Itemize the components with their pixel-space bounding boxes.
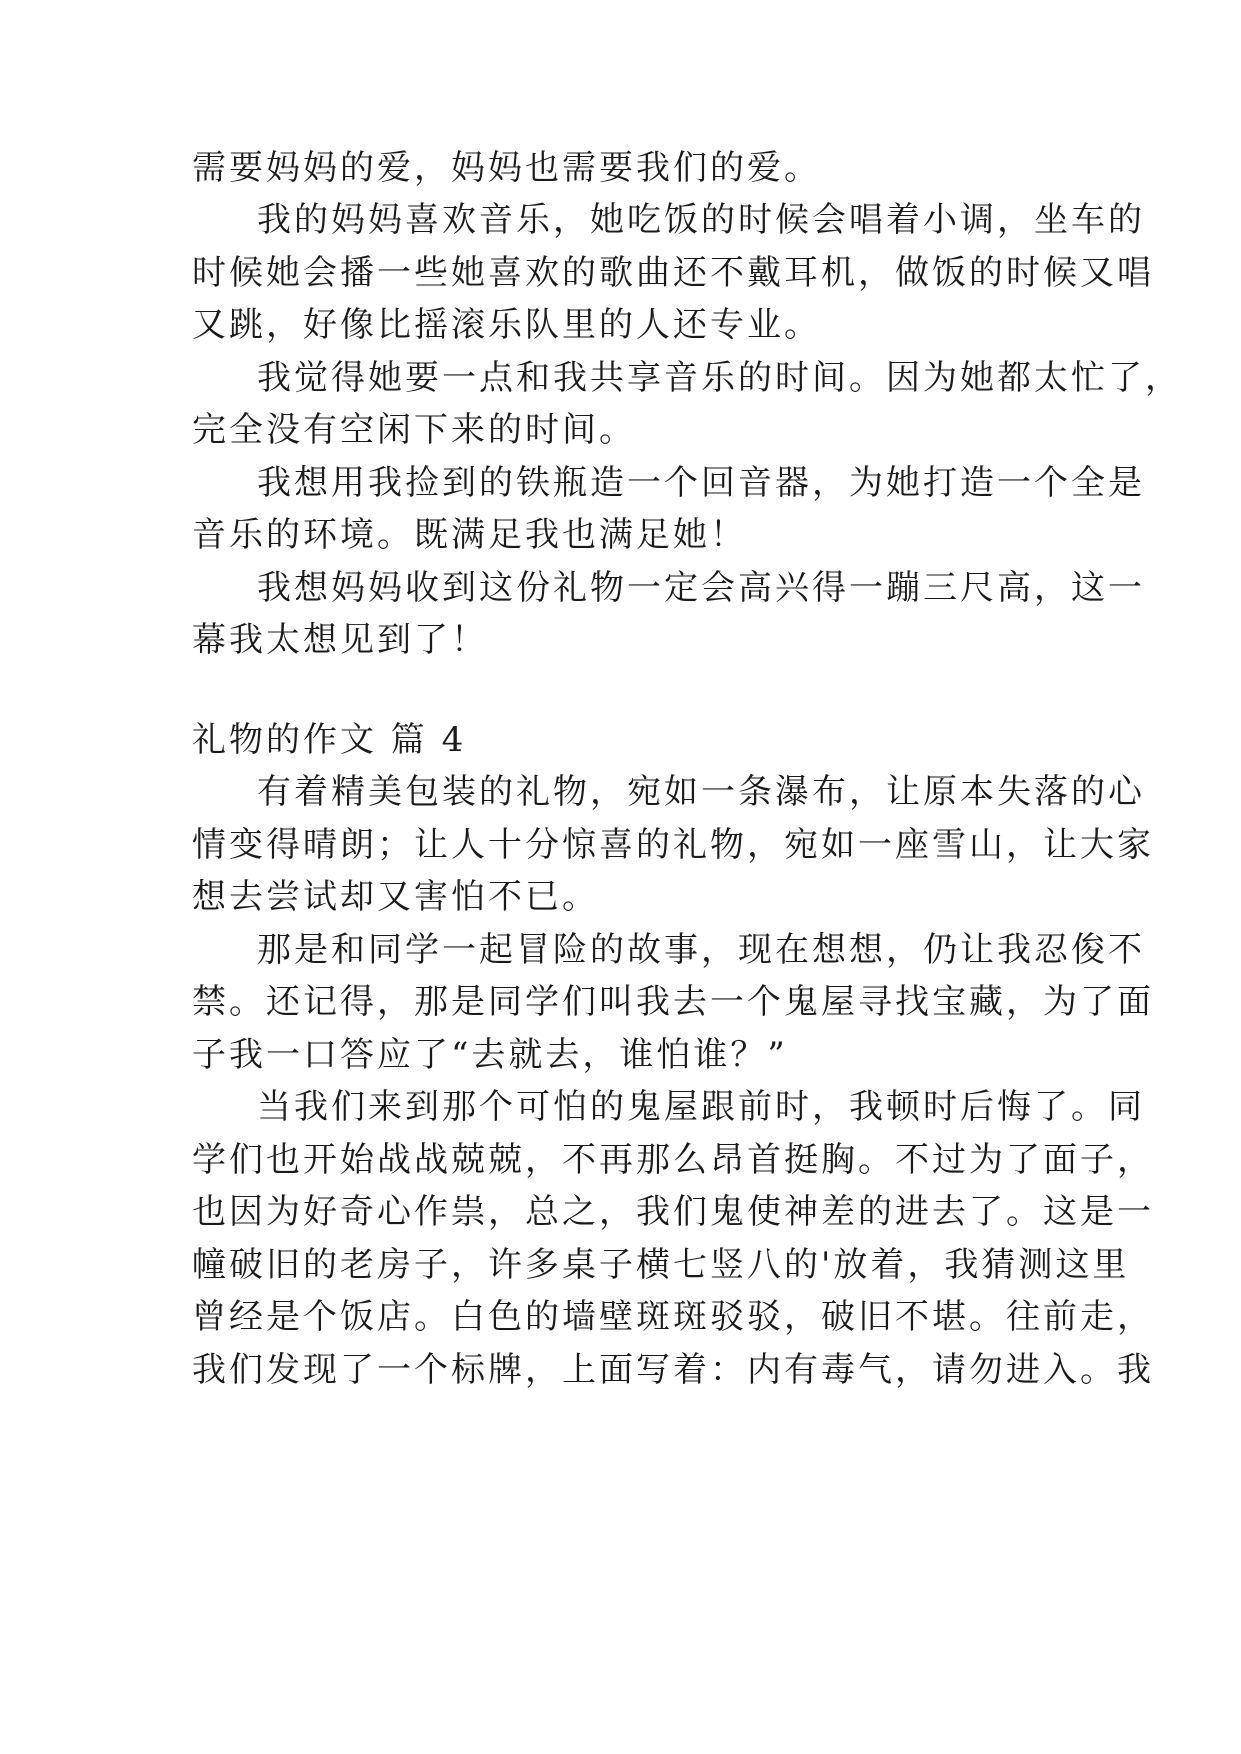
text-line: 曾经是个饭店。白色的墙壁斑斑驳驳，破旧不堪。往前走， — [192, 1297, 1154, 1337]
paragraph-line: 我想妈妈收到这份礼物一定会高兴得一蹦三尺高，这一 — [257, 568, 1145, 608]
text-line: 也因为好奇心作祟，总之，我们鬼使神差的进去了。这是一 — [192, 1192, 1154, 1232]
text-line: 禁。还记得，那是同学们叫我去一个鬼屋寻找宝藏，为了面 — [192, 982, 1154, 1022]
text-line: 想去尝试却又害怕不已。 — [192, 877, 599, 917]
paragraph-line: 我的妈妈喜欢音乐，她吃饭的时候会唱着小调，坐车的 — [257, 200, 1145, 240]
section-heading: 礼物的作文 篇 4 — [192, 720, 467, 760]
paragraph-line: 那是和同学一起冒险的故事，现在想想，仍让我忍俊不 — [257, 930, 1145, 970]
text-line: 情变得晴朗；让人十分惊喜的礼物，宛如一座雪山，让大家 — [192, 825, 1154, 865]
text-line: 音乐的环境。既满足我也满足她！ — [192, 515, 747, 555]
text-line: 幕我太想见到了！ — [192, 620, 488, 660]
text-line: 幢破旧的老房子，许多桌子横七竖八的'放着，我猜测这里 — [192, 1245, 1130, 1285]
text-line: 子我一口答应了“去就去，谁怕谁？” — [192, 1035, 788, 1075]
paragraph-line: 我觉得她要一点和我共享音乐的时间。因为她都太忙了， — [257, 358, 1182, 398]
paragraph-line: 我想用我捡到的铁瓶造一个回音器，为她打造一个全是 — [257, 463, 1145, 503]
text-line: 又跳，好像比摇滚乐队里的人还专业。 — [192, 305, 821, 345]
paragraph-line: 当我们来到那个可怕的鬼屋跟前时，我顿时后悔了。同 — [257, 1087, 1145, 1127]
text-line: 时候她会播一些她喜欢的歌曲还不戴耳机，做饭的时候又唱 — [192, 253, 1154, 293]
paragraph-line: 有着精美包装的礼物，宛如一条瀑布，让原本失落的心 — [257, 772, 1145, 812]
text-line: 需要妈妈的爱，妈妈也需要我们的爱。 — [192, 148, 821, 188]
text-line: 我们发现了一个标牌，上面写着：内有毒气，请勿进入。我 — [192, 1350, 1154, 1390]
text-line: 学们也开始战战兢兢，不再那么昂首挺胸。不过为了面子， — [192, 1140, 1154, 1180]
text-line: 完全没有空闲下来的时间。 — [192, 410, 636, 450]
